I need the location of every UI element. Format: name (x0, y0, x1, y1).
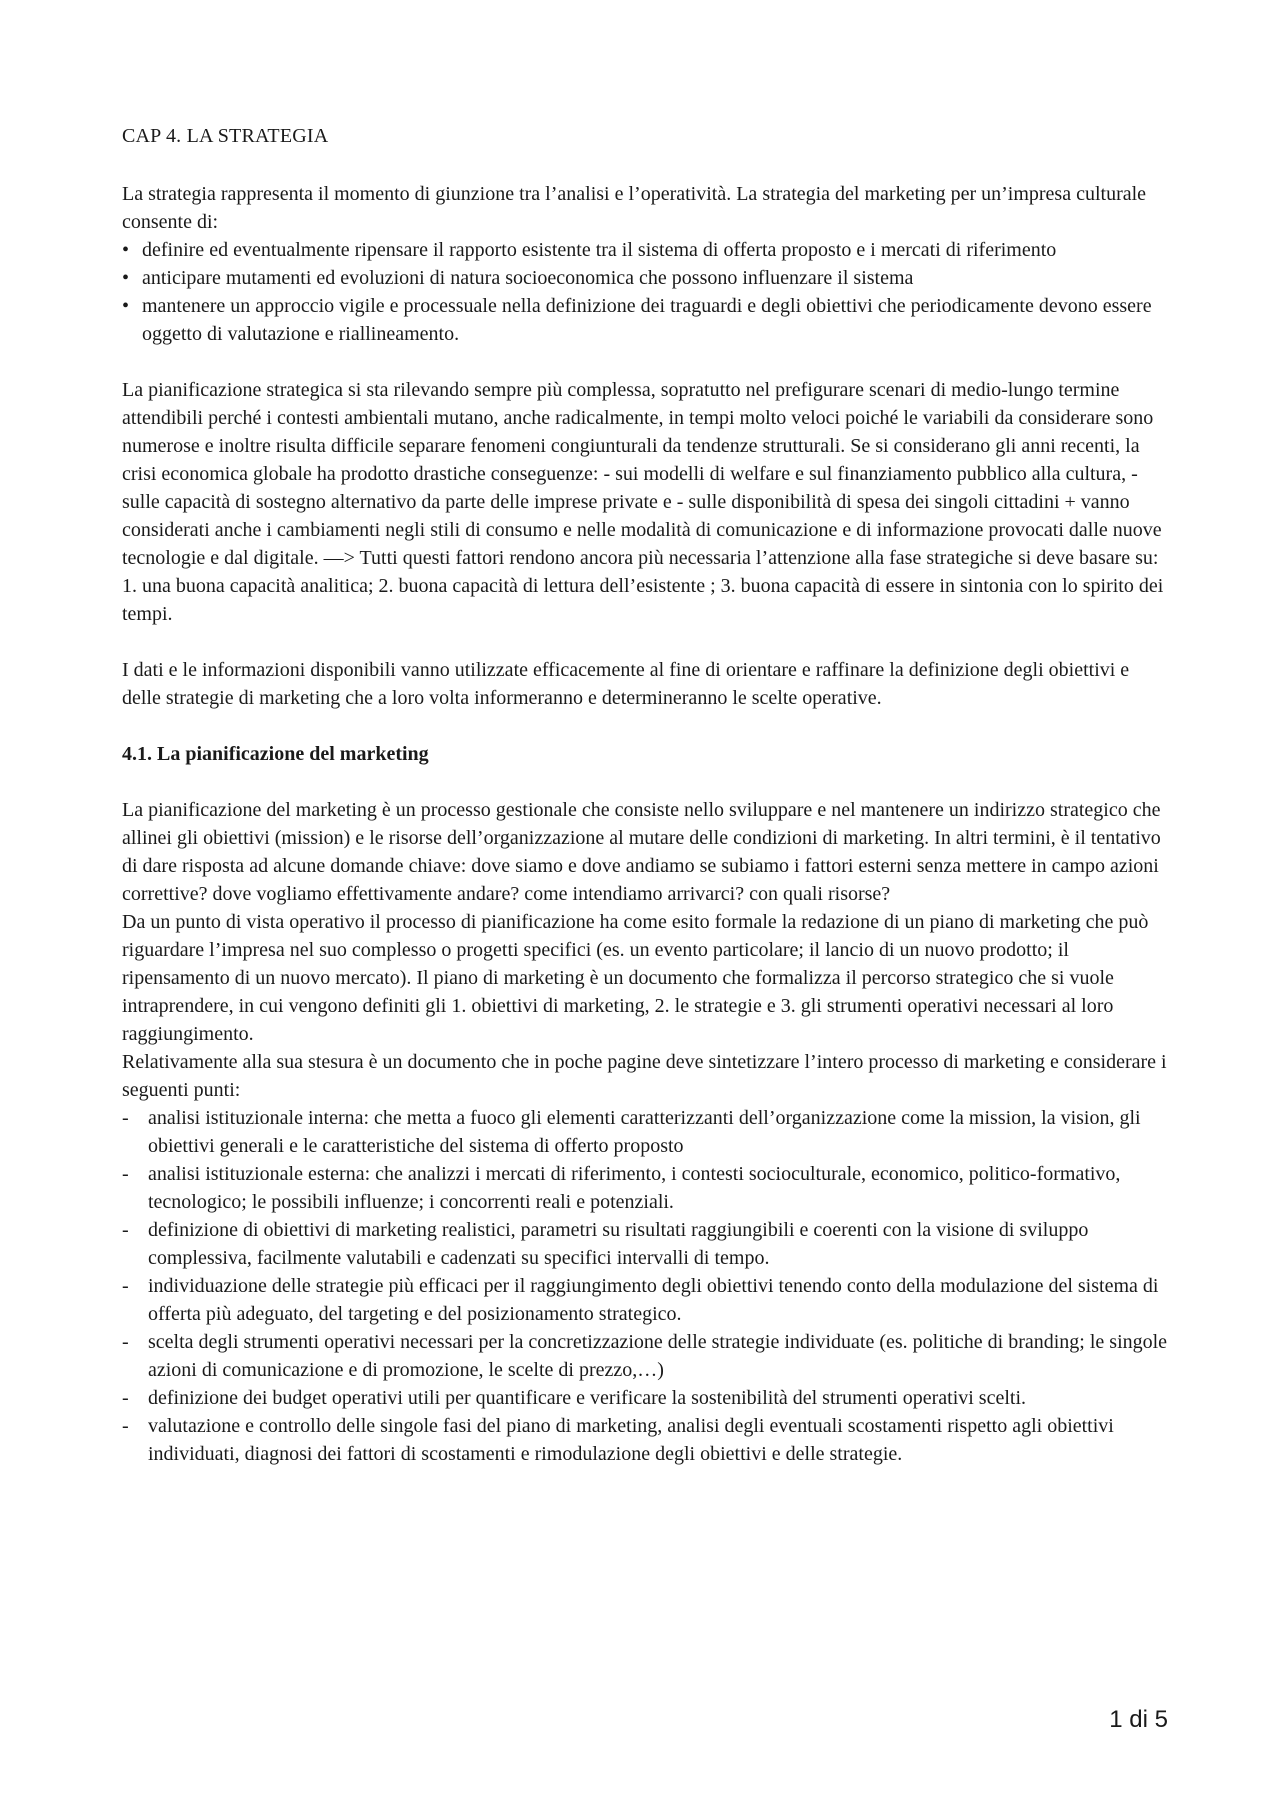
page-content (122, 122, 1168, 1468)
section-heading: 4.1. La pianificazione del marketing (122, 743, 429, 765)
bullet-item (122, 264, 1168, 292)
dash-marker: - (122, 1219, 129, 1241)
paragraph-spacer (122, 712, 1168, 740)
bullet-text: definire ed eventualmente ripensare il rapporto esistente tra il sistema di offerta proposto e i mercati di riferimento (142, 239, 1057, 261)
section-paragraph-3: Relativamente alla sua stesura è un documento che in poche pagine deve sintetizzare l’intero processo di marketing e considerare i seguenti punti: (122, 1051, 1167, 1101)
list-item-text: definizione dei budget operativi utili per quantificare e verificare la sostenibilità del strumenti operativi scelti. (148, 1387, 1027, 1409)
page-number: 1 di 5 (1109, 1706, 1168, 1733)
list-item (122, 1272, 1168, 1328)
intro-paragraph: La strategia rappresenta il momento di giunzione tra l’analisi e l’operatività. La strategia del marketing per un’impresa culturale consente di: (122, 183, 1147, 233)
dash-marker: - (122, 1331, 129, 1353)
list-item-text: valutazione e controllo delle singole fasi del piano di marketing, analisi degli eventuali scostamenti rispetto agli obiettivi individuati, diagnosi dei fattori di scostamenti e rimodulazione degli obiettivi e delle strategie. (148, 1415, 1114, 1465)
bullet-icon: • (122, 267, 130, 289)
data-usage-paragraph: I dati e le informazioni disponibili vanno utilizzate efficacemente al fine di orientare e raffinare la definizione degli obiettivi e delle strategie di marketing che a loro volta informeranno e determineranno le scelte operative. (122, 659, 1130, 709)
bullet-icon: • (122, 295, 130, 317)
paragraph-spacer (122, 348, 1168, 376)
list-item (122, 1412, 1168, 1468)
dash-marker: - (122, 1163, 129, 1185)
dash-marker: - (122, 1107, 129, 1129)
bullet-text: anticipare mutamenti ed evoluzioni di natura socioeconomica che possono influenzare il sistema (142, 267, 914, 289)
bullet-item (122, 236, 1168, 264)
dash-marker: - (122, 1415, 129, 1437)
list-item (122, 1104, 1168, 1160)
list-item (122, 1384, 1168, 1412)
list-item (122, 1328, 1168, 1384)
strategic-planning-paragraph: La pianificazione strategica si sta rilevando sempre più complessa, sopratutto nel prefigurare scenari di medio-lungo termine attendibili perché i contesti ambientali mutano, anche radicalmente, in tempi molto veloci poiché le variabili da considerare sono numerose e inoltre risulta difficile separare fenomeni congiunturali da tendenze strutturali. Se si considerano gli anni recenti, la crisi economica globale ha prodotto drastiche conseguenze: - sui modelli di welfare e sul finanziamento pubblico alla cultura, - sulle capacità di sostegno alternativo da parte delle imprese private e - sulle disponibilità di spesa dei singoli cittadini + vanno considerati anche i cambiamenti negli stili di consumo e nelle modalità di comunicazione e di informazione provocati dalle nuove tecnologie e dal digitale. —> Tutti questi fattori rendono ancora più necessaria l’attenzione alla fase strategiche si deve basare su: 1. una buona capacità analitica; 2. buona capacità di lettura dell’esistente ; 3. buona capacità di essere in sintonia con lo spirito dei tempi. (122, 379, 1164, 625)
marketing-plan-points-list (122, 1104, 1168, 1468)
paragraph-spacer (122, 628, 1168, 656)
section-paragraph-2: Da un punto di vista operativo il processo di pianificazione ha come esito formale la redazione di un piano di marketing che può riguardare l’impresa nel suo complesso o progetti specifici (es. un evento particolare; il lancio di un nuovo prodotto; il ripensamento di un nuovo mercato). Il piano di marketing è un documento che formalizza il percorso strategico che si vuole intraprendere, in cui vengono definiti gli 1. obiettivi di marketing, 2. le strategie e 3. gli strumenti operativi necessari al loro raggiungimento. (122, 911, 1149, 1045)
list-item-text: scelta degli strumenti operativi necessari per la concretizzazione delle strategie individuate (es. politiche di branding; le singole azioni di comunicazione e di promozione, le scelte di prezzo,…) (148, 1331, 1168, 1381)
strategy-bullet-list (122, 236, 1168, 348)
dash-marker: - (122, 1275, 129, 1297)
list-item-text: analisi istituzionale interna: che metta a fuoco gli elementi caratterizzanti dell’organizzazione come la mission, la vision, gli obiettivi generali e le caratteristiche del sistema di offerto proposto (148, 1107, 1141, 1157)
paragraph-spacer (122, 768, 1168, 796)
dash-marker: - (122, 1387, 129, 1409)
bullet-item (122, 292, 1168, 348)
bullet-icon: • (122, 239, 130, 261)
bullet-text: mantenere un approccio vigile e processuale nella definizione dei traguardi e degli obiettivi che periodicamente devono essere oggetto di valutazione e riallineamento. (142, 295, 1152, 345)
list-item (122, 1216, 1168, 1272)
list-item-text: individuazione delle strategie più efficaci per il raggiungimento degli obiettivi tenendo conto della modulazione del sistema di offerta più adeguato, del targeting e del posizionamento strategico. (148, 1275, 1159, 1325)
section-paragraph-1: La pianificazione del marketing è un processo gestionale che consiste nello sviluppare e nel mantenere un indirizzo strategico che allinei gli obiettivi (mission) e le risorse dell’organizzazione al mutare delle condizioni di marketing. In altri termini, è il tentativo di dare risposta ad alcune domande chiave: dove siamo e dove andiamo se subiamo i fattori esterni senza mettere in campo azioni correttive? dove vogliamo effettivamente andare? come intendiamo arrivarci? con quali risorse? (122, 799, 1161, 905)
list-item (122, 1160, 1168, 1216)
chapter-title: CAP 4. LA STRATEGIA (122, 125, 329, 147)
list-item-text: analisi istituzionale esterna: che analizzi i mercati di riferimento, i contesti socioculturale, economico, politico-formativo, tecnologico; le possibili influenze; i concorrenti reali e potenziali. (148, 1163, 1121, 1213)
list-item-text: definizione di obiettivi di marketing realistici, parametri su risultati raggiungibili e coerenti con la visione di sviluppo complessiva, facilmente valutabili e cadenzati su specifici intervalli di tempo. (148, 1219, 1089, 1269)
